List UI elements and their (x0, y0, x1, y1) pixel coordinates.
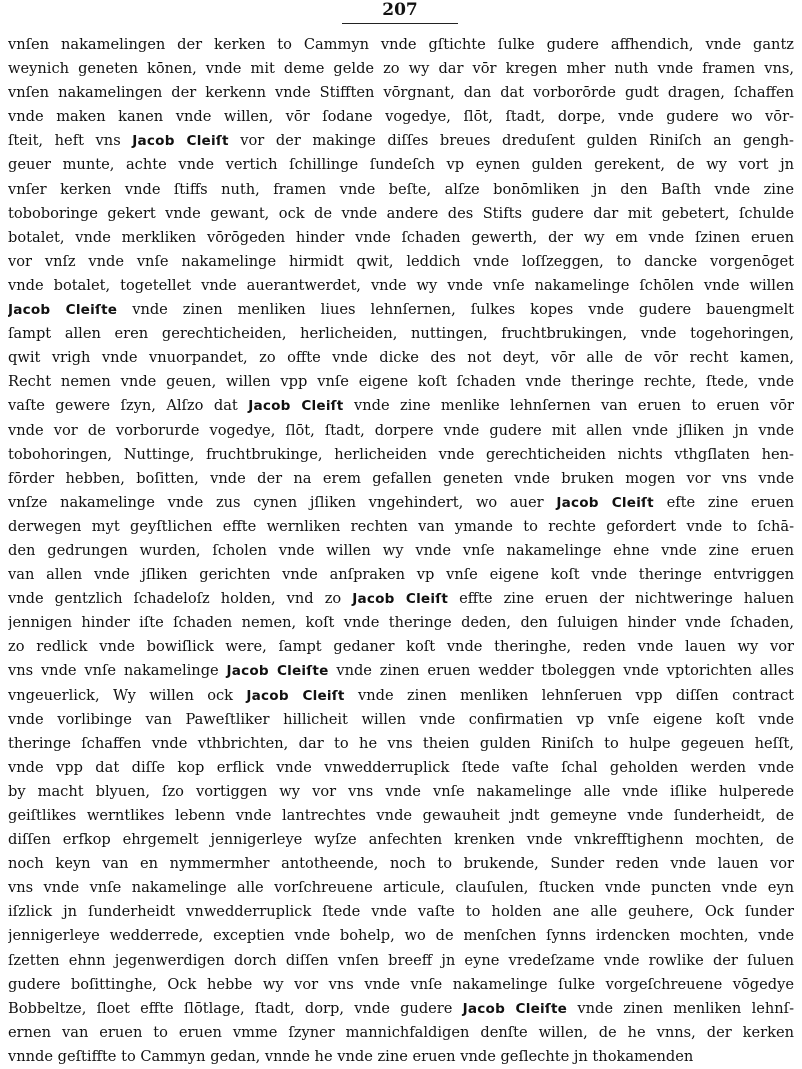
text-segment: ſampt allen eren gerechticheiden, herlicheiden, nuttingen, fruchtbrukingen, vnde togehoringen, (8, 325, 794, 343)
text-segment: vnde zinen menliken lehnſ- (567, 999, 794, 1017)
text-line (8, 298, 794, 322)
text-line (8, 732, 794, 756)
text-segment: derwegen myt geyſtlichen effte wernliken rechten van ymande to rechte gefordert vnde to ſchā- (8, 517, 794, 535)
text-segment: vor der makinge diſſes breues dreduſent gulden Riniſch an gengh- (228, 132, 794, 150)
person-name: Jacob Cleiſt (248, 398, 344, 415)
text-line (8, 780, 794, 804)
text-segment: vnde zinen menliken lehnſeruen vpp diſſen contract (344, 686, 794, 704)
person-name: Jacob Cleiſt (132, 133, 229, 150)
text-segment: jennigen hinder iſte ſchaden nemen, koſt vnde theringe deden, den ſuluigen hinder vnde ſchaden, (8, 614, 794, 632)
text-segment: tobohoringen, Nuttinge, fruchtbrukinge, herlicheiden vnde gerechticheiden nichts vthgſlaten hen- (8, 445, 794, 463)
text-segment: vngeuerlick, Wy willen ock (8, 686, 247, 704)
text-segment: ernen van eruen to eruen vmme ſzyner mannichfaldigen denſte willen, de he vnns, der kerken (8, 1023, 794, 1041)
text-segment: vnſze nakamelinge vnde zus cynen jſliken vngehindert, wo auer (8, 493, 557, 511)
text-segment: den gedrungen wurden, ſcholen vnde willen wy vnde vnſe nakamelinge ehne vnde zine eruen (8, 541, 794, 559)
text-segment: ſzetten ehnn jegenwerdigen dorch diſſen vnſen breeff jn eyne vredeſzame vnde rowlike der ſuluen (8, 951, 794, 969)
page-header (0, 0, 802, 28)
text-segment: efte zine eruen (653, 493, 794, 511)
text-line (8, 346, 794, 370)
text-line (8, 684, 794, 708)
text-line (8, 178, 794, 202)
text-line (8, 202, 794, 226)
text-segment: gudere boſittinghe, Ock hebbe wy vor vns vnde vnſe nakamelinge ſulke vorgeſchreuene vōgedye (8, 975, 794, 993)
text-segment: geiſtlikes werntlikes lebenn vnde lantrechtes vnde gewauheit jndt gemeyne vnde ſunderheidt, de (8, 807, 794, 824)
text-line (8, 924, 794, 948)
text-line (8, 756, 794, 780)
text-segment: effte zine eruen der nichtweringe haluen (448, 590, 794, 608)
text-segment: by macht blyuen, ſzo vortiggen wy vor vns vnde vnſe nakamelinge alle vnde iſlike hulperede (8, 782, 794, 800)
text-segment: zo redlick vnde bowiſlick were, ſampt gedaner koſt vnde theringhe, reden vnde lauen wy vor (8, 638, 794, 656)
header-rule (342, 23, 458, 24)
text-segment: weynich geneten kōnen, vnde mit deme gelde zo wy dar vōr kregen mher nuth vnde framen vns, (8, 60, 794, 78)
person-name: Jacob Cleiſt (556, 494, 654, 511)
text-line (8, 949, 794, 973)
body-text (8, 33, 794, 1069)
person-name: Jacob Cleiſt (352, 591, 449, 608)
text-segment: vnde vor de vorborurde vogedye, ſlōt, ſtadt, dorpere vnde gudere mit allen vnde jſliken jn vnde (8, 421, 794, 439)
text-segment: vnde zinen eruen wedder tboleggen vnde vptorichten alles (328, 662, 794, 680)
text-segment: vnſen nakamelingen der kerken to Cammyn vnde gſtichte ſulke gudere affhendich, vnde gantz (8, 36, 794, 53)
text-segment: vnde botalet, togetellet vnde auerantwerdet, vnde wy vnde vnſe nakamelinge ſchōlen vnde willen (8, 276, 794, 294)
person-name: Jacob Cleiſte (226, 663, 329, 680)
text-segment: van allen vnde jſliken gerichten vnde anſpraken vp vnſe eigene koſt vnde theringe entvriggen (8, 566, 794, 584)
text-line (8, 587, 794, 611)
text-line (8, 274, 794, 298)
text-line (8, 804, 794, 828)
person-name: Jacob Cleiſte (8, 302, 118, 319)
text-segment: vnſen nakamelingen der kerkenn vnde Stifften vōrgnant, dan dat vorborōrde gudt dragen, ſchaffen (8, 84, 794, 102)
text-segment: jennigerleye wedderrede, exceptien vnde bohelp, wo de menſchen ſynns irdencken mochten, vnde (8, 927, 794, 945)
text-line (8, 443, 794, 467)
text-segment: qwit vrigh vnde vnuorpandet, zo offte vnde dicke des not deyt, vōr alle de vōr recht kamen, (8, 349, 794, 367)
text-line (8, 467, 794, 491)
text-segment: vnde vpp dat diſſe kop erflick vnde vnwedderruplick ſtede vaſte ſchal geholden werden vnde (8, 758, 794, 776)
text-segment: vns vnde vnſe nakamelinge (8, 662, 227, 680)
text-line (8, 708, 794, 732)
text-line (8, 563, 794, 587)
text-line (8, 611, 794, 635)
text-line (8, 322, 794, 346)
text-segment: geuer munte, achte vnde vertich ſchillinge ſundeſch vp eynen gulden gerekent, de wy vort jn (8, 156, 794, 174)
text-line (8, 370, 794, 394)
text-line (8, 828, 794, 852)
text-line (8, 491, 794, 515)
text-line (8, 226, 794, 250)
text-line (8, 57, 794, 81)
person-name: Jacob Cleiſt (246, 687, 345, 704)
text-segment: vaſte gewere ſzyn, Alſzo dat (8, 397, 249, 415)
text-line (8, 876, 794, 900)
text-segment: vnſer kerken vnde ſtiffs nuth, framen vnde beſte, alſze bonōmliken jn den Baſth vnde zine (8, 180, 794, 198)
text-segment: vnde zinen menliken liues lehnſernen, ſulkes kopes vnde gudere bauengmelt (117, 301, 794, 319)
text-line (8, 539, 794, 563)
text-line (8, 33, 794, 57)
text-segment: diſſen erfkop ehrgemelt jennigerleye wyſze anfechten krenken vnde vnkrefftighenn mochten, de (8, 831, 794, 849)
text-line (8, 153, 794, 177)
text-line (8, 900, 794, 924)
text-segment: vnde vorlibinge van Paweſtliker hillicheit willen vnde confirmatien vp vnſe eigene koſt vnde (8, 710, 794, 728)
text-segment: toboboringe gekert vnde gewant, ock de vnde andere des Stifts gudere dar mit gebetert, ſchulde (8, 204, 794, 222)
text-line (8, 997, 794, 1021)
text-line (8, 250, 794, 274)
text-segment: iſzlick jn ſunderheidt vnwedderruplick ſtede vnde vaſte to holden ane alle geuhere, Ock ſunder (8, 903, 794, 921)
text-line (8, 1021, 794, 1045)
text-line (8, 105, 794, 129)
text-line (8, 394, 794, 418)
text-segment: botalet, vnde merkliken vōrōgeden hinder vnde ſchaden gewerth, der wy em vnde ſzinen eruen (8, 228, 794, 246)
text-segment: Recht nemen vnde geuen, willen vpp vnſe eigene koſt ſchaden vnde theringe rechte, ſtede, vnde (8, 373, 794, 391)
text-line (8, 419, 794, 443)
person-name: Jacob Cleiſte (462, 1000, 568, 1017)
text-segment: Bobbeltze, ſloet effte ſlōtlage, ſtadt, dorp, vnde gudere (8, 999, 463, 1017)
text-line (8, 81, 794, 105)
text-segment: vnnde geſtiffte to Cammyn gedan, vnnde he vnde zine eruen vnde geſlechte jn thokamenden (8, 1047, 694, 1065)
text-segment: vor vnſz vnde vnſe nakamelinge hirmidt qwit, leddich vnde loſſzeggen, to dancke vorgenōget (8, 252, 794, 270)
text-line (8, 129, 794, 153)
text-segment: vns vnde vnſe nakamelinge alle vorſchreuene articule, clauſulen, ſtucken vnde puncten vnde eyn (8, 879, 794, 897)
text-segment: fōrder hebben, boſitten, vnde der na erem gefallen geneten vnde bruken mogen vor vns vnde (8, 469, 794, 487)
text-line (8, 973, 794, 997)
text-line (8, 659, 794, 683)
text-line (8, 515, 794, 539)
text-segment: vnde zine menlike lehnſernen van eruen to eruen vōr (343, 397, 794, 415)
text-line (8, 1045, 794, 1069)
text-line (8, 852, 794, 876)
text-segment: vnde gentzlich ſchadeloſz holden, vnd zo (8, 590, 353, 608)
page-number: 207 (382, 0, 418, 20)
text-segment: vnde maken kanen vnde willen, vōr ſodane vogedye, ſlōt, ſtadt, dorpe, vnde gudere wo vōr- (8, 108, 794, 126)
text-segment: ſteit, heft vns (8, 132, 133, 150)
text-segment: noch keyn van en nymmermher antotheende, noch to brukende, Sunder reden vnde lauen vor (8, 855, 794, 873)
text-line (8, 635, 794, 659)
text-segment: theringe ſchaffen vnde vthbrichten, dar to he vns theien gulden Riniſch to hulpe gegeuen heſſt, (8, 734, 794, 752)
